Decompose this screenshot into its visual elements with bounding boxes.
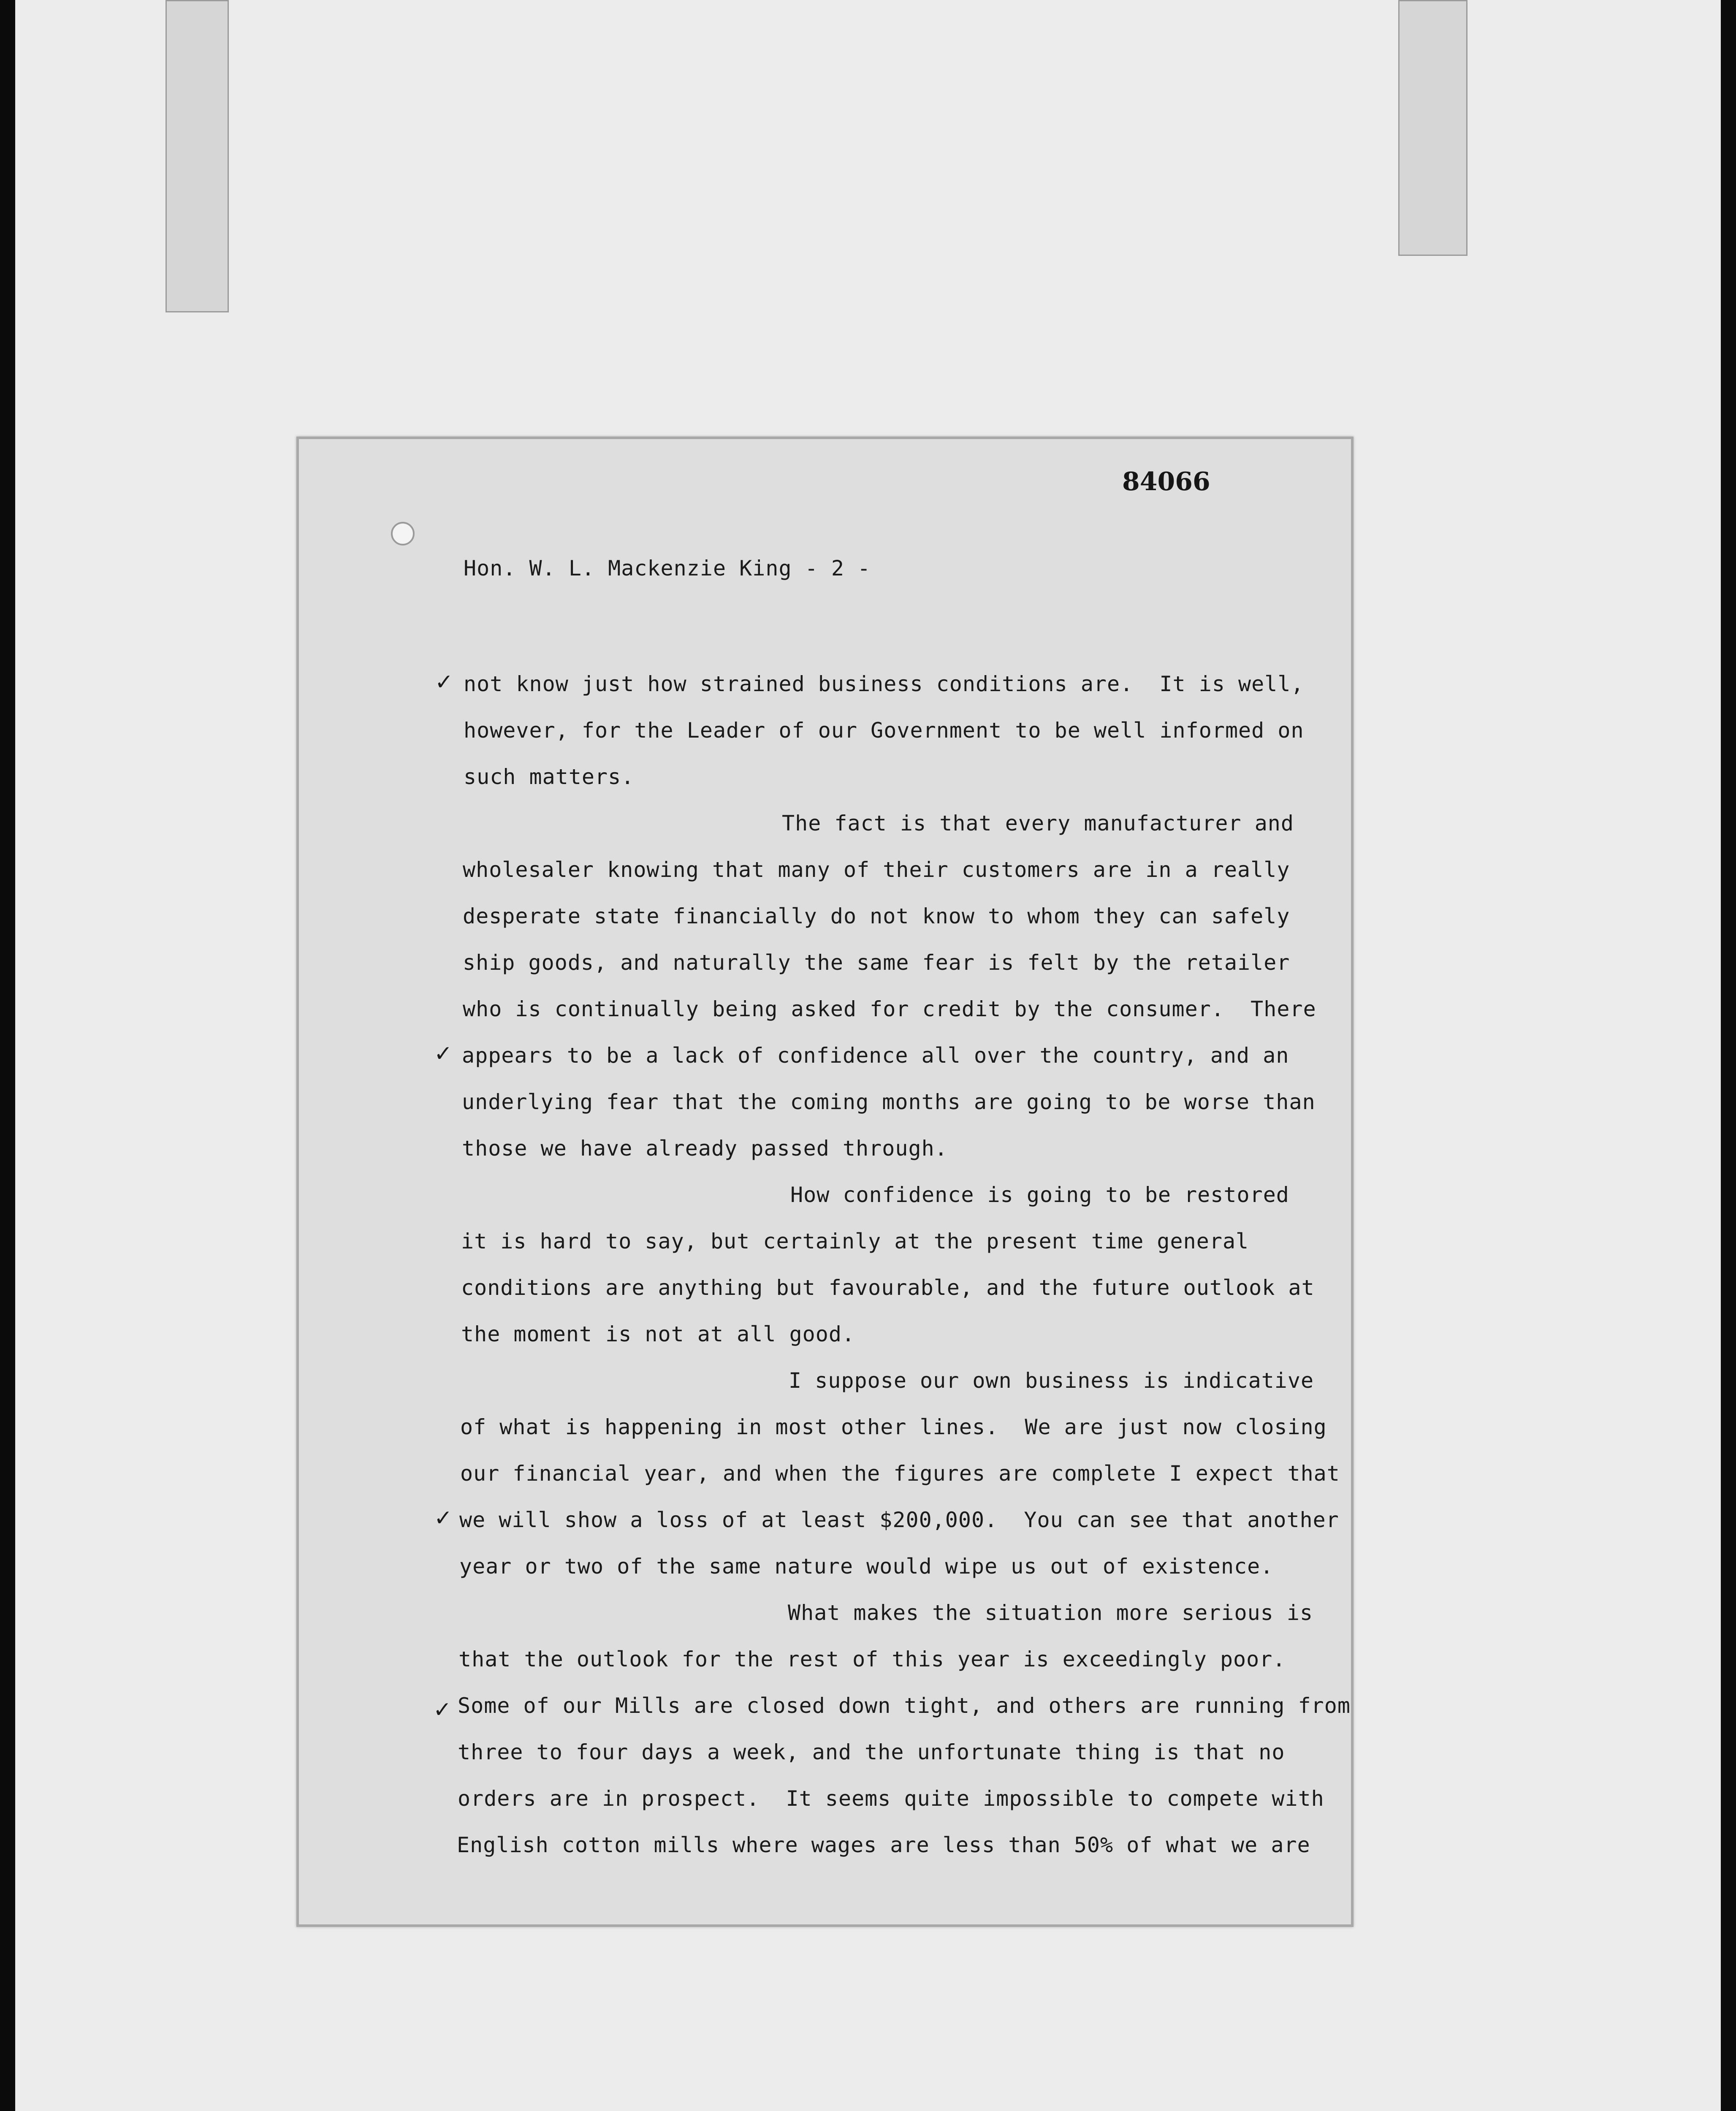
check-mark-icon: ✓ [433, 1697, 452, 1723]
tape-top-right [1398, 0, 1467, 256]
letter-line: such matters. [464, 765, 635, 789]
letter-line: desperate state financially do not know to whom they can safely [463, 904, 1290, 928]
letter-line: How confidence is going to be restored [790, 1183, 1289, 1207]
letter-line: we will show a loss of at least $200,000. You can see that another [459, 1508, 1339, 1532]
letter-line: the moment is not at all good. [461, 1322, 855, 1346]
letter-line: however, for the Leader of our Government to be well informed on [464, 718, 1304, 743]
check-mark-icon: ✓ [434, 1041, 453, 1066]
letter-line: those we have already passed through. [462, 1136, 948, 1161]
letter-line: conditions are anything but favourable, and the future outlook at [461, 1275, 1315, 1300]
letter-line: year or two of the same nature would wipe us out of existence. [459, 1554, 1274, 1579]
letter-line: our financial year, and when the figures are complete I expect that [460, 1461, 1340, 1486]
letter-line: English cotton mills where wages are less than 50% of what we are [457, 1833, 1310, 1857]
letter-line: it is hard to say, but certainly at the present time general [461, 1229, 1249, 1254]
letter-line: three to four days a week, and the unfortunate thing is that no [458, 1740, 1285, 1764]
letter-line: of what is happening in most other lines. We are just now closing [460, 1415, 1327, 1439]
letter-line: who is continually being asked for credit by the consumer. There [463, 997, 1316, 1021]
letter-line: appears to be a lack of confidence all over the country, and an [462, 1043, 1289, 1068]
letter-line: underlying fear that the coming months are going to be worse than [462, 1090, 1316, 1114]
letter-line: What makes the situation more serious is [788, 1601, 1313, 1625]
letter-line: not know just how strained business conditions are. It is well, [464, 672, 1304, 696]
letter-line: I suppose our own business is indicative [789, 1368, 1314, 1393]
tape-top-left [165, 0, 229, 312]
letter-line: The fact is that every manufacturer and [782, 811, 1294, 836]
letter-line: wholesaler knowing that many of their customers are in a really [463, 857, 1290, 882]
mounting-board [15, 0, 1721, 2111]
check-mark-icon: ✓ [435, 670, 453, 695]
letter-line: Some of our Mills are closed down tight, and others are running from [458, 1693, 1351, 1718]
document-number: 84066 [1122, 467, 1210, 497]
letter-page [296, 437, 1354, 1927]
letter-line: ship goods, and naturally the same fear is felt by the retailer [463, 950, 1290, 975]
letter-line: orders are in prospect. It seems quite impossible to compete with [458, 1786, 1324, 1811]
check-mark-icon: ✓ [434, 1506, 453, 1531]
letter-header: Hon. W. L. Mackenzie King - 2 - [464, 556, 871, 581]
letter-line: that the outlook for the rest of this year is exceedingly poor. [458, 1647, 1286, 1671]
punch-hole [391, 522, 415, 545]
